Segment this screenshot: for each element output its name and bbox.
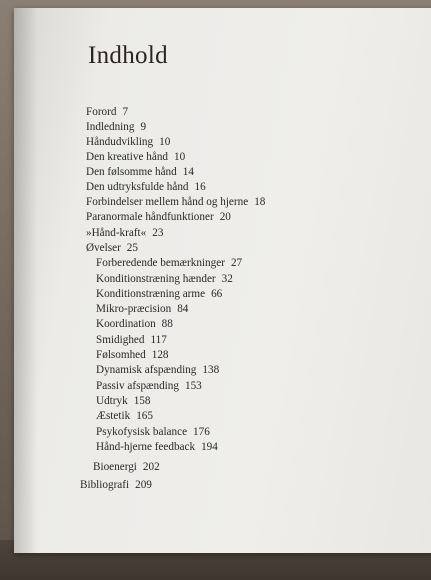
toc-entry: [93, 460, 160, 474]
toc-entry: [96, 317, 173, 331]
toc-entry-page-number: 10: [159, 136, 171, 148]
toc-entry: [96, 394, 150, 408]
toc-entry-label: Koordination: [96, 318, 156, 330]
toc-entry-label: Udtryk: [96, 395, 128, 407]
toc-entry-label: »Hånd-kraft«: [86, 227, 147, 239]
toc-entry: [86, 241, 138, 255]
toc-entry: [86, 180, 206, 194]
toc-entry-label: Hånd-hjerne feedback: [96, 441, 196, 453]
toc-title: Indhold: [88, 42, 168, 69]
toc-entry-page-number: 27: [230, 257, 243, 269]
toc-entry-page-number: 66: [211, 288, 223, 300]
toc-entry-label: Passiv afspænding: [96, 380, 179, 392]
toc-entry-label: Paranormale håndfunktioner: [86, 211, 214, 223]
toc-entry: [86, 165, 194, 179]
toc-entry: [96, 409, 153, 423]
toc-entry-label: Den kreative hånd: [86, 151, 169, 163]
toc-entry-page-number: 32: [221, 273, 233, 285]
toc-entry: [86, 226, 163, 240]
toc-entry-page-number: 10: [174, 151, 186, 163]
toc-entry-label: Psykofysisk balance: [96, 426, 188, 438]
toc-entry-label: Følsomhed: [96, 349, 146, 361]
toc-entry-page-number: 153: [184, 380, 202, 392]
toc-entry-label: Indledning: [86, 121, 135, 133]
toc-entry-label: Forberedende bemærkninger: [96, 257, 225, 269]
toc-entry-label: Konditionstræning arme: [96, 288, 206, 300]
toc-entry-page-number: 25: [126, 242, 138, 254]
toc-entry: [96, 287, 222, 301]
toc-entry-page-number: 194: [201, 441, 218, 453]
toc-entry-label: Smidighed: [96, 334, 145, 346]
toc-entry-page-number: 18: [254, 196, 266, 208]
toc-entry: [86, 195, 265, 209]
toc-entry: [86, 150, 185, 164]
toc-entry-page-number: 84: [177, 303, 189, 315]
toc-entry-page-number: 128: [151, 349, 169, 361]
toc-entry-label: Bioenergi: [93, 461, 137, 473]
toc-entry: [86, 135, 170, 149]
toc-entry-label: Konditionstræning hænder: [96, 273, 216, 285]
toc-entry-page-number: 9: [140, 121, 147, 133]
toc-entry: [96, 363, 219, 377]
toc-entry: [96, 425, 210, 439]
toc-entry-page-number: 7: [122, 106, 129, 118]
toc-entry-page-number: 23: [152, 227, 164, 239]
toc-entry: [96, 440, 218, 454]
toc-entry-label: Dynamisk afspænding: [96, 364, 197, 376]
toc-entry: [96, 256, 242, 270]
toc-entry: [86, 120, 146, 134]
toc-entry: [96, 272, 233, 286]
toc-entry-page-number: 138: [202, 364, 220, 376]
toc-entry-page-number: 88: [161, 318, 173, 330]
toc-entry-page-number: 202: [142, 461, 160, 473]
toc-entry-page-number: 165: [136, 410, 153, 422]
toc-entry-page-number: 209: [135, 479, 152, 491]
toc-entry-label: Den følsomme hånd: [86, 166, 177, 178]
toc-entry-page-number: 14: [182, 166, 194, 178]
toc-entry-label: Mikro-præcision: [96, 303, 172, 315]
toc-entry-label: Håndudvikling: [86, 136, 154, 148]
toc-entry: [96, 348, 169, 362]
toc-entry: [80, 478, 152, 492]
toc-entry-page-number: 158: [133, 395, 151, 407]
toc-entry-page-number: 176: [193, 426, 210, 438]
toc-entry-label: Æstetik: [96, 410, 131, 422]
toc-entry-label: Forord: [86, 106, 117, 118]
book-page: [14, 8, 431, 553]
toc-entry-page-number: 16: [194, 181, 206, 193]
toc-entry-label: Bibliografi: [80, 479, 130, 491]
toc-entry: [96, 302, 188, 316]
toc-entry: [86, 210, 231, 224]
page-gutter: [14, 8, 38, 553]
toc-entry-label: Den udtryksfulde hånd: [86, 181, 189, 193]
toc-entry-page-number: 117: [150, 334, 167, 346]
toc-entry: [86, 105, 128, 119]
toc-entry: [96, 333, 167, 347]
toc-entry-label: Øvelser: [86, 242, 121, 254]
toc-entry: [96, 379, 202, 393]
toc-entry-page-number: 20: [219, 211, 231, 223]
toc-entry-label: Forbindelser mellem hånd og hjerne: [86, 196, 249, 208]
